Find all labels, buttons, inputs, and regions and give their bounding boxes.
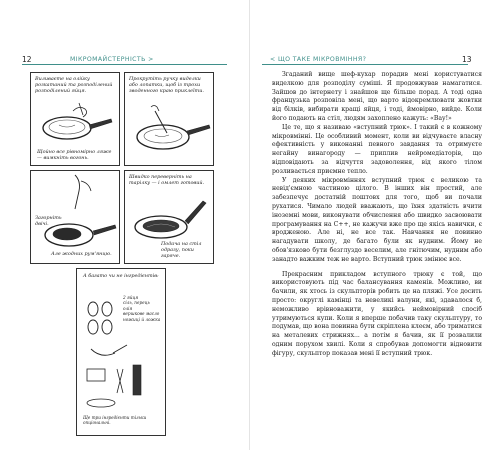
ingredient-note: ножиці й ложка xyxy=(123,316,161,322)
left-running-header: МІКРОМАЙСТЕРНІСТЬ > xyxy=(70,56,154,63)
ingredients-panel xyxy=(76,268,166,436)
panel-4-caption-bottom: Подача на стіл одразу, поки гаряче. xyxy=(161,241,202,259)
ingredient-note: олія xyxy=(123,305,133,311)
panel-1-caption-top: Виливаєте на олійку розкатаний та розподілений розподілений яйця. xyxy=(35,76,113,94)
ingredient-note: 2 яйця xyxy=(123,295,139,300)
panel-1-caption-bottom: Щойно все рівномірно ляже — вимкніть вогонь. xyxy=(37,149,112,161)
body-paragraph: У деяких мікровміннях вступний трюк є великою та невід'ємною частиною цілого. В інших він простий, але забезпечує достатній поштовх для того, щоб ви почали рухатися. Чимало людей вважають, що їхня здатність вчити іноземні мови, виконувати обчислення або швидко засвоювати програмування на C++, не кажучи вже про ще якісь навички, є вродженою. Але ні, не все так. Навчання не повинно нагадувати школу, де багато були як нудним. Йому не обов'язково бути безглуздо веселим, але гнітючим, нудним або занадто важким теж не варто. Вступний трюк змінює все. xyxy=(272,176,482,263)
panel-2-caption-top: Прокрутіть ручку виделки або лопатки, щоб із трохи зводенного краю приклеїти. xyxy=(129,76,204,94)
body-paragraph: Це те, що я називаю «вступний трюк». І такий є в кожному мікровмінні. Це особливий момент, коли ви відчуваєте власну ефективність у виконанні певного завдання та отримуєте негайну винагороду — приплив нейромедіаторів, що відповідають за відчуття задоволення, від якого тілом розливається приємне тепло. xyxy=(272,123,482,175)
illustration-panel-4 xyxy=(124,170,214,264)
right-page-number: 13 xyxy=(462,55,472,64)
panel-4-caption-top: Швидко переверніть на тарілку — і омлет готовий. xyxy=(129,174,205,186)
illustration-panel-1 xyxy=(30,72,120,166)
ingredient-note: сіль, перець xyxy=(123,300,150,306)
right-page xyxy=(250,0,500,450)
folding-omelette-drawing xyxy=(31,171,119,263)
ingredients-bottom-note: Ще три інгредієнти тільки опціональні. xyxy=(83,415,147,426)
illustration-panel-2 xyxy=(124,72,214,166)
left-header-rule xyxy=(22,64,227,65)
panel-3-caption-bottom: Але жодних рум'янцю. xyxy=(51,251,112,257)
body-paragraph: Прекрасним прикладом вступного трюку є той, що використовують під час балансування каменів. Можливо, ви бачили, як хтось із скульпторів робить це на пляжі. Усе досить просто: округлі камінці та невеликі валуни, які, здавалося б, неможливо врівноважити, у якийсь неймовірний спосіб утримуються купи. Коли я вперше побачив таку скульптуру, то подумав, що вона повинна бути скріплена клеєм, або триматися на металевих стрижнях... а потім я бачив, як її розвалили одним порухом хвилі. Коли я спробував допомогти відновити фігуру, скульптор показав мені її вступний трюк. xyxy=(272,270,482,357)
right-header-rule xyxy=(262,64,468,65)
ingredients-drawing xyxy=(77,269,165,435)
ingredient-notes xyxy=(123,295,163,322)
panel-3-caption-top: Загорніть двічі. xyxy=(35,215,62,227)
body-paragraph: Згаданий вище шеф-кухар порадив мені користуватися виделкою для розподілу суміші. Я продовжував намагатися. Зайшов до інтернету і знайшов ще більше порад. А тоді одна французька розповіла мені, що варто відокремлювати жовтки від білків, вибирати кращі яйця, і тоді, ймовірно, вийде. Коли його подають на стіл, людям захоплено кажуть: «Вау!» xyxy=(272,71,482,122)
pan-stirring-drawing xyxy=(125,73,213,165)
illustration-panel-3 xyxy=(30,170,120,264)
ingredients-title: А багато чи не інгредієнтів: xyxy=(83,273,159,279)
ingredient-note: вершкове масло xyxy=(123,311,160,317)
left-page-number: 12 xyxy=(22,55,32,64)
right-running-header: < ЩО ТАКЕ МІКРОВМІННЯ? xyxy=(270,56,367,63)
body-text xyxy=(272,71,482,359)
